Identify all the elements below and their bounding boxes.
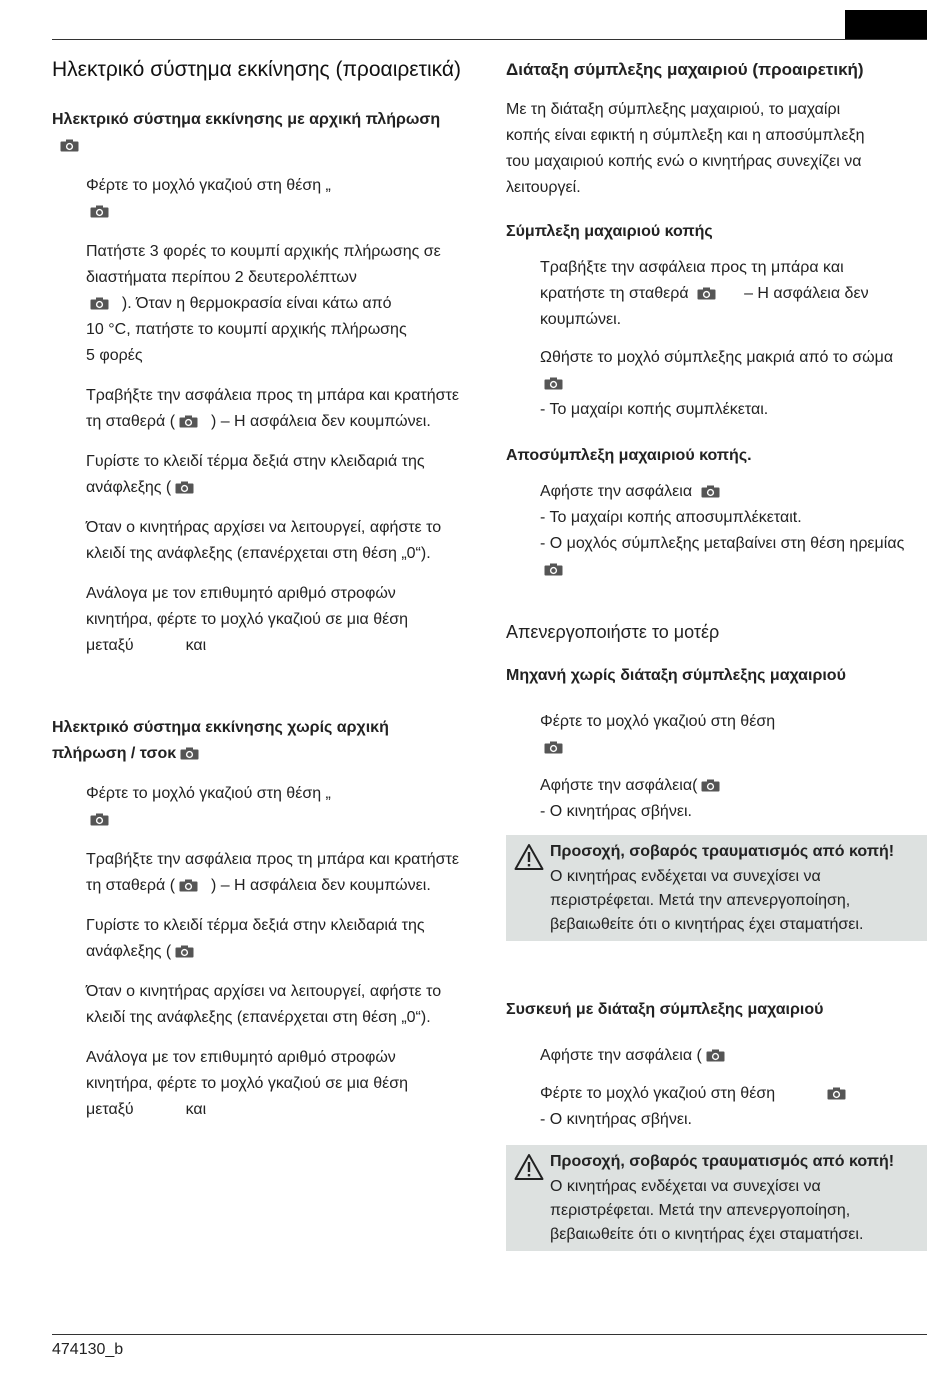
right-column: [506, 57, 927, 1251]
warning-triangle-icon: [514, 1153, 544, 1181]
subheading-without-primer: Ηλεκτρικό σύστημα εκκίνησης χωρίς αρχική πλήρωση / τσοκ: [52, 719, 389, 762]
warning-box-cut-injury-2: [506, 1145, 927, 1251]
subheading-with-clutch: Συσκευή με διάταξη σύμπλεξης μαχαιριού: [506, 1001, 824, 1018]
camera-icon: [697, 287, 716, 300]
left-column: [52, 57, 477, 1123]
camera-icon: [701, 485, 720, 498]
warning-title: Προσοχή, σοβαρός τραυματισμός από κοπή!: [550, 843, 895, 860]
step-release-key: Όταν ο κινητήρας αρχίσει να λειτουργεί, αφήστε το κλειδί της ανάφλεξης (επανέρχεται στη θέση „0“).: [86, 519, 442, 562]
camera-icon: [701, 779, 720, 792]
subheading-engage-blade: Σύμπλεξη μαχαιριού κοπής: [506, 223, 713, 240]
camera-icon: [544, 563, 563, 576]
camera-icon: [180, 747, 199, 760]
step-noclutch-throttle: Φέρτε το μοχλό γκαζιού στη θέση: [506, 709, 927, 761]
step-primer: Πατήστε 3 φορές το κουμπί αρχικής πλήρωσης σε διαστήματα περίπου 2 δευτερολέπτων ). Όταν η θερμοκρασία είναι κάτω από 10 °C, πατήστε το κουμπί αρχικής πλήρωσης 5 φορές: [86, 243, 441, 364]
step-engage-safety: Τραβήξτε την ασφάλεια προς τη μπάρα και κρατήστε τη σταθερά – Η ασφάλεια δεν κουμπώνει.: [540, 259, 869, 328]
section-title-blade-clutch: Διάταξη σύμπλεξης μαχαιριού (προαιρετική): [506, 60, 864, 79]
step-set-speed-2: Ανάλογα με τον επιθυμητό αριθμό στροφών κινητήρα, φέρτε το μοχλό γκαζιού σε μια θέση μεταξύ και: [86, 1049, 409, 1118]
camera-icon: [179, 415, 198, 428]
clutch-intro: Με τη διάταξη σύμπλεξης μαχαιριού, το μαχαίρι κοπής είναι εφικτή η σύμπλεξη και η αποσύμπλεξη του μαχαιριού κοπής ενώ ο κινητήρας συνεχίζει να λειτουργεί.: [506, 101, 865, 196]
subheading-no-clutch: Μηχανή χωρίς διάταξη σύμπλεξης μαχαιριού: [506, 667, 846, 684]
header-rule: [52, 39, 927, 40]
step-engage-lever: Ωθήστε το μοχλό σύμπλεξης μακριά από το σώμα - Το μαχαίρι κοπής συμπλέκεται.: [540, 349, 894, 418]
warning-box-cut-injury: [506, 835, 927, 941]
camera-icon: [60, 139, 79, 152]
camera-icon: [179, 879, 198, 892]
step-set-speed: Ανάλογα με τον επιθυμητό αριθμό στροφών κινητήρα, φέρτε το μοχλό γκαζιού σε μια θέση μεταξύ και: [86, 585, 409, 654]
document-id: 474130_b: [52, 1341, 124, 1358]
subheading-with-primer: Ηλεκτρικό σύστημα εκκίνησης με αρχική πλήρωση: [52, 111, 441, 128]
camera-icon: [544, 741, 563, 754]
step-throttle-2: Φέρτε το μοχλό γκαζιού στη θέση „: [52, 781, 477, 833]
warning-title: Προσοχή, σοβαρός τραυματισμός από κοπή!: [550, 1153, 895, 1170]
camera-icon: [706, 1049, 725, 1062]
camera-icon: [544, 377, 563, 390]
step-ignition-key: Γυρίστε το κλειδί τέρμα δεξιά στην κλειδαριά της ανάφλεξης (: [86, 453, 425, 496]
step-noclutch-release: Αφήστε την ασφάλεια( - Ο κινητήρας σβήνει.: [506, 773, 927, 825]
step-withclutch-throttle: Φέρτε το μοχλό γκαζιού στη θέση - Ο κινητήρας σβήνει.: [506, 1081, 927, 1133]
camera-icon: [90, 297, 109, 310]
step-withclutch-release: Αφήστε την ασφάλεια (: [506, 1043, 927, 1069]
camera-icon: [827, 1087, 846, 1100]
step-ignition-key-2: Γυρίστε το κλειδί τέρμα δεξιά στην κλειδαριά της ανάφλεξης (: [86, 917, 425, 960]
warning-text: Ο κινητήρας ενδέχεται να συνεχίσει να περιστρέφεται. Μετά την απενεργοποίηση, βεβαιωθείτε ότι ο κινητήρας έχει σταματήσει.: [550, 868, 864, 933]
camera-icon: [90, 813, 109, 826]
step-release-key-2: Όταν ο κινητήρας αρχίσει να λειτουργεί, αφήστε το κλειδί της ανάφλεξης (επανέρχεται στη θέση „0“).: [86, 983, 442, 1026]
warning-text: Ο κινητήρας ενδέχεται να συνεχίσει να περιστρέφεται. Μετά την απενεργοποίηση, βεβαιωθείτε ότι ο κινητήρας έχει σταματήσει.: [550, 1178, 864, 1243]
subheading-disengage-blade: Αποσύμπλεξη μαχαιριού κοπής.: [506, 447, 752, 464]
step-safety-lever: Τραβήξτε την ασφάλεια προς τη μπάρα και κρατήστε τη σταθερά ( ) – Η ασφάλεια δεν κουμπώνει.: [86, 387, 459, 430]
camera-icon: [175, 481, 194, 494]
chapter-tab-marker: [845, 10, 927, 40]
step-disengage: Αφήστε την ασφάλεια - Το μαχαίρι κοπής αποσυμπλέκεταιt. - Ο μοχλός σύμπλεξης μεταβαίνει στη θέση ηρεμίας: [506, 479, 927, 583]
section-title-electric-start: Ηλεκτρικό σύστημα εκκίνησης (προαιρετικά): [52, 58, 462, 81]
step-throttle: Φέρτε το μοχλό γκαζιού στη θέση „: [86, 177, 331, 194]
camera-icon: [90, 205, 109, 218]
section-title-stop-engine: Απενεργοποιήστε το μοτέρ: [506, 622, 720, 642]
footer-rule: [52, 1334, 927, 1335]
camera-icon: [175, 945, 194, 958]
warning-triangle-icon: [514, 843, 544, 871]
step-safety-lever-2: Τραβήξτε την ασφάλεια προς τη μπάρα και κρατήστε τη σταθερά ( ) – Η ασφάλεια δεν κουμπώνει.: [86, 851, 459, 894]
